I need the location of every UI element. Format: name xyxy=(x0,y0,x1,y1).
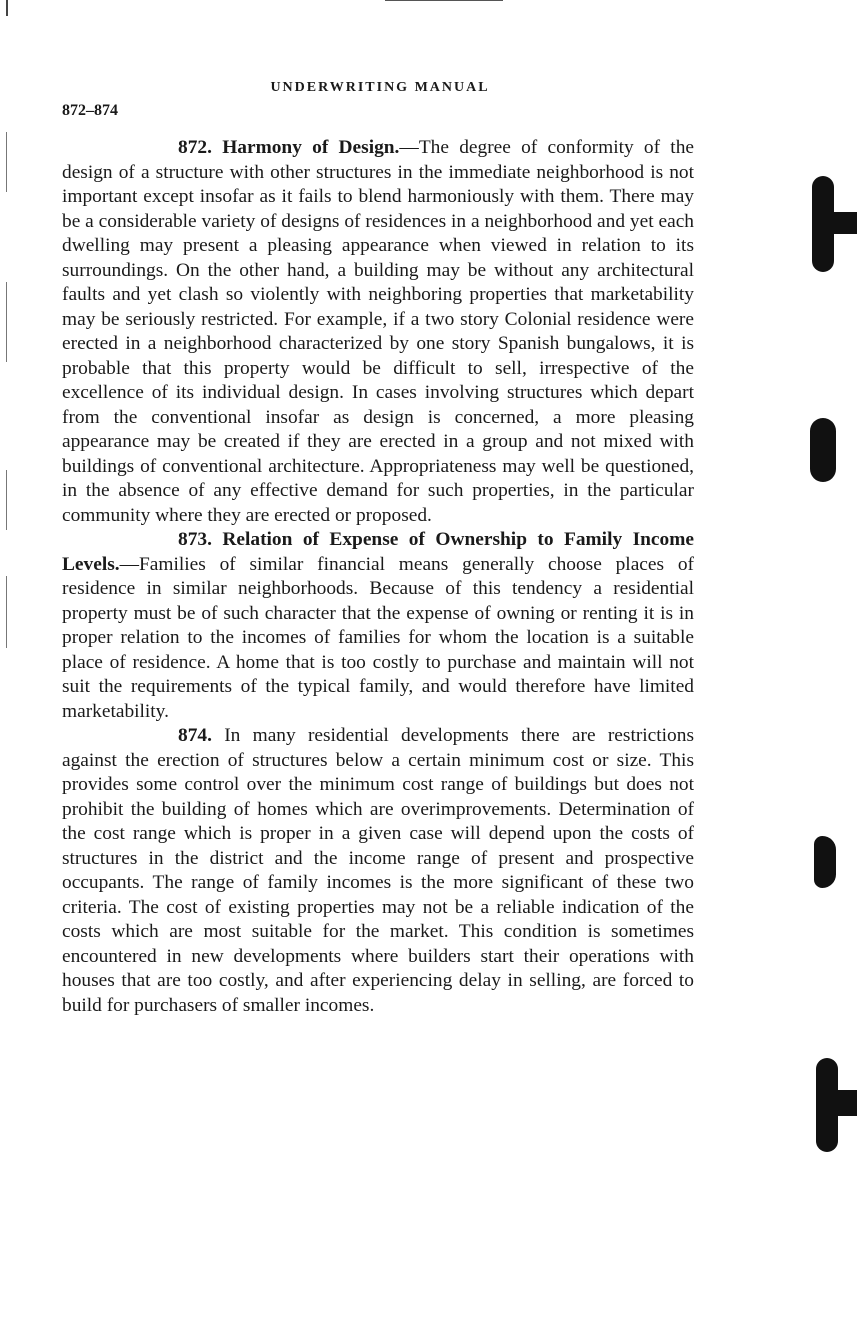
page-body xyxy=(62,136,694,1018)
section-873 xyxy=(62,528,694,724)
section-title: Relation of Expense of Ownership to Family Income Levels. xyxy=(62,529,694,575)
binding-margin-line xyxy=(6,470,7,530)
binding-margin-line xyxy=(6,132,7,192)
scan-edge-line xyxy=(385,0,503,1)
thumb-index-tab xyxy=(816,1058,838,1152)
thumb-index-tab xyxy=(836,1090,857,1116)
section-body: —Families of similar financial means generally choose places of residence in similar neighborhoods. Because of this tendency a residential property must be of such character that the expense of owning or renting it is in proper relation to the incomes of families for whom the location is a suitable place of residence. A home that is too costly to purchase and maintain will not suit the requirements of the typical family, and would therefore have limited marketability. xyxy=(62,553,694,722)
section-number: 873. xyxy=(178,529,212,550)
binding-margin-line xyxy=(6,576,7,648)
section-body: —The degree of conformity of the design of a structure with other structures in the immediate neighborhood is not important except insofar as it fails to blend harmoniously with them. There may be a considerable variety of designs of residences in a neighborhood and yet each dwelling may present a pleasing appearance when viewed in relation to its surroundings. On the other hand, a building may be without any architectural faults and yet clash so violently with neighboring properties that marketability may be seriously restricted. For example, if a two story Colonial residence were erected in a neighborhood characterized by one story Spanish bungalows, it is probable that this property would be difficult to sell, irrespective of the excellence of its individual design. In cases involving structures which depart from the conventional insofar as design is concerned, a more pleasing appearance may be created if they are erected in a group and not mixed with buildings of conventional architecture. Appropriateness may well be questioned, in the absence of any effective demand for such properties, in the particular community where they are erected or proposed. xyxy=(62,137,694,526)
section-title: Harmony of Design. xyxy=(222,137,400,158)
section-874 xyxy=(62,724,694,1018)
section-body: In many residential developments there are restrictions against the erection of structures below a certain minimum cost or size. This provides some control over the minimum cost range of buildings but does not prohibit the building of homes which are overimprovements. Determination of the cost range which is proper in a given case will depend upon the costs of structures in the district and the income range of present and prospective occupants. The range of family incomes is the more significant of these two criteria. The cost of existing properties may not be a reliable indication of the costs which are most suitable for the market. This condition is sometimes encountered in new developments where builders start their operations with houses that are too costly, and after experiencing delay in selling, are forced to build for purchasers of smaller incomes. xyxy=(62,725,694,1016)
thumb-index-tab xyxy=(810,418,836,482)
running-header: UNDERWRITING MANUAL xyxy=(270,80,490,95)
section-range: 872–874 xyxy=(62,102,118,119)
section-872 xyxy=(62,136,694,528)
scan-edge-tick xyxy=(6,0,8,16)
thumb-index-tab xyxy=(814,836,836,888)
thumb-index-tab xyxy=(832,212,857,234)
section-number: 872. xyxy=(178,137,212,158)
section-number: 874. xyxy=(178,725,212,746)
binding-margin-line xyxy=(6,282,7,362)
thumb-index-tab xyxy=(812,176,834,272)
